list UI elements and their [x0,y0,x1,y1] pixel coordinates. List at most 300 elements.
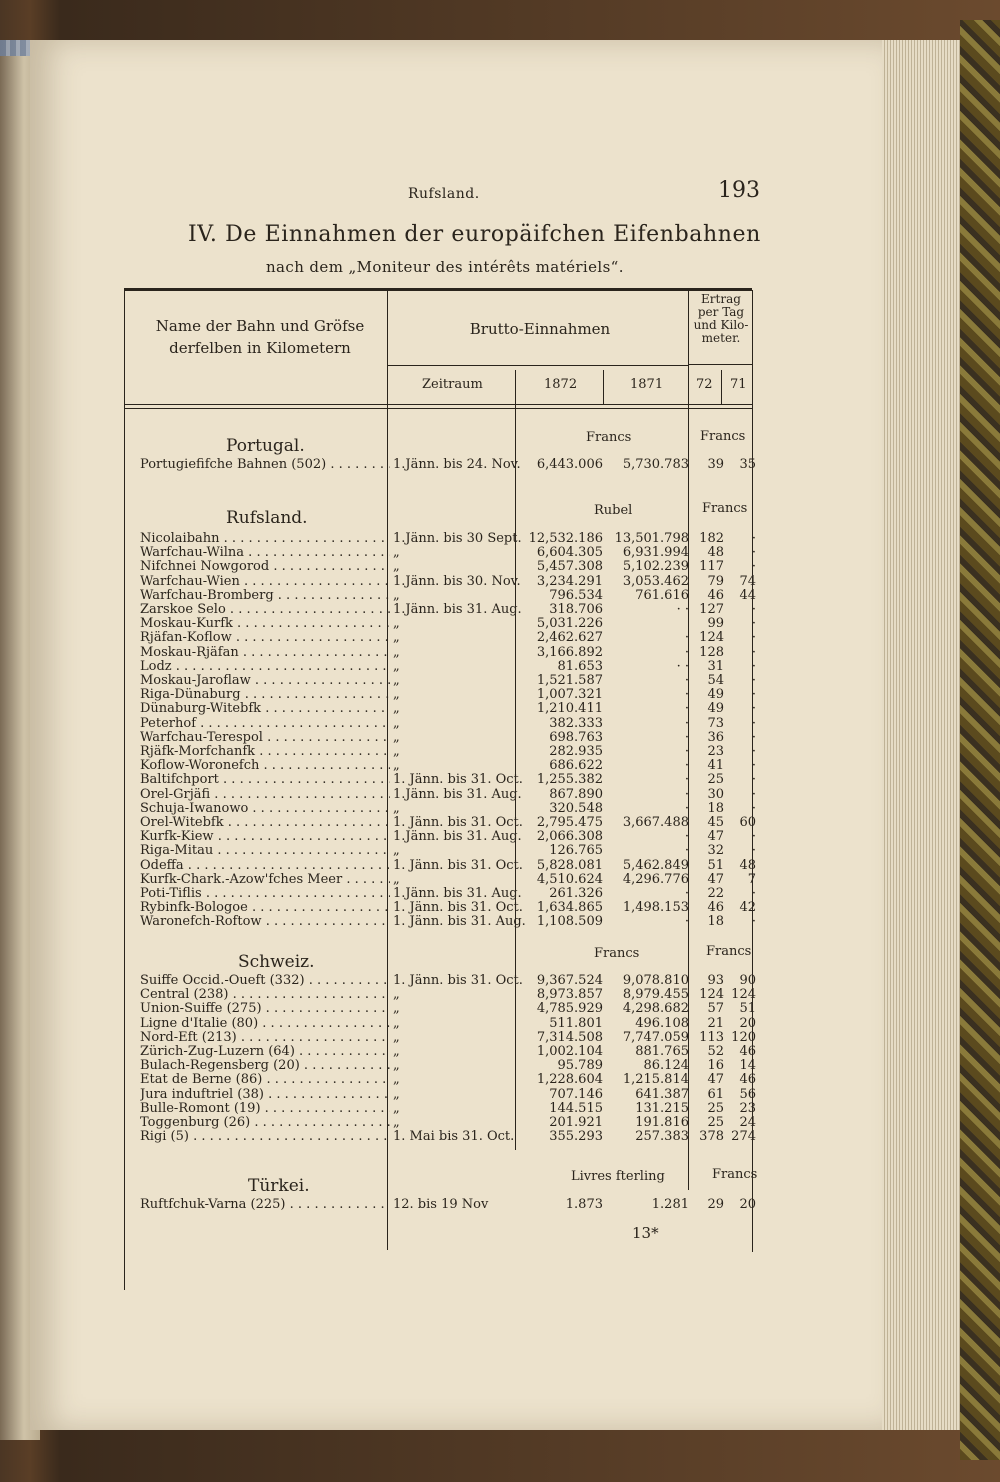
ertrag-rule [688,364,752,365]
cell-v1871: · [684,701,689,717]
cell-k71: · [751,559,756,575]
cell-period: „ [393,545,400,561]
cell-name: Warfchau-Wien . . . [140,575,390,589]
cell-k72: 182 [699,531,724,546]
cell-k71: · [751,545,756,561]
cell-k72: 29 [707,1197,724,1212]
cell-k71: 124 [731,987,756,1003]
table-row [0,844,820,858]
cell-k72: 30 [707,786,724,802]
cell-k71: 56 [739,1086,756,1102]
cell-v1871: · [684,829,689,845]
unit-brutto-russland: Rubel [594,503,633,518]
cell-period: „ [393,687,400,703]
section-title-russland: Rufsland. [226,508,308,528]
cell-v1871: · · [676,602,689,617]
cell-v1872: 1,228.604 [536,1072,603,1088]
cell-v1871: 257.383 [635,1129,689,1145]
header-1872: 1872 [544,377,578,392]
unit-brutto-tuerkei: Livres fterling [571,1169,665,1184]
cell-period: „ [393,1001,400,1017]
cell-v1872: 5,457.308 [536,559,603,575]
col-rule-years [603,370,604,404]
cell-v1871: · [684,843,689,859]
cell-v1871: 1,215.814 [622,1072,689,1088]
cell-name: Peterhof . . . [140,717,390,731]
cell-v1872: 3,166.892 [536,644,603,660]
table-row [0,560,820,574]
cell-name: Ruftfchuk-Varna (225) . . . [140,1198,390,1212]
cell-period: „ [393,1058,400,1074]
cell-period: 1.Jänn. bis 31. Aug. [393,829,522,845]
cell-v1871: 4,296.776 [622,871,689,887]
section-title-portugal: Portugal. [226,436,305,456]
cell-v1872: 81.653 [557,658,603,674]
cell-k71: · [751,630,756,646]
table-row [0,1073,820,1087]
cell-name: Bulle-Romont (19) . . . [140,1102,390,1116]
cell-k71: · [751,758,756,774]
cell-v1872: 2,066.308 [536,829,603,845]
cell-v1871: · [684,786,689,802]
cell-period: 1. Jänn. bis 31. Oct. [393,857,523,873]
cell-k71: · [751,786,756,802]
table-row [0,1017,820,1031]
cell-k72: 113 [699,1029,724,1045]
cell-k71: 20 [739,1015,756,1031]
cell-k71: · [751,843,756,859]
cell-period: „ [393,1115,400,1130]
cell-k72: 25 [707,1115,724,1130]
cell-k72: 47 [707,829,724,845]
cell-name: Moskau-Kurfk . . . [140,617,390,631]
cell-v1871: 3,667.488 [622,815,689,830]
cell-name: Rigi (5) . . . [140,1130,390,1144]
cell-name: Koflow-Woronefch . . . [140,759,390,773]
header-name-col: Name der Bahn und Gröfse derfelben in Kilometern [155,317,365,357]
cell-v1872: 6,604.305 [536,545,603,561]
table-header-rule [124,404,752,405]
cell-v1871: 761.616 [635,587,689,603]
cell-k72: 49 [707,701,724,717]
table-row [0,458,820,472]
table-row [0,974,820,988]
cell-period: „ [393,729,400,745]
header-brutto: Brutto-Einnahmen [469,320,611,338]
cell-k72: 57 [707,1001,724,1017]
cell-v1871: 881.765 [635,1044,689,1059]
cell-k71: · [751,658,756,674]
cell-k71: 46 [739,1044,756,1059]
cell-v1872: 318.706 [549,602,603,617]
cell-period: „ [393,987,400,1003]
cell-k72: 32 [707,843,724,859]
cell-v1871: 13,501.798 [614,531,689,546]
cell-k71: 274 [731,1129,756,1145]
cell-v1871: · [684,673,689,688]
cell-k72: 45 [707,815,724,830]
cell-k71: · [751,744,756,759]
cell-k72: 31 [707,658,724,674]
table-top-rule [124,288,752,291]
cell-v1871: · [684,772,689,788]
table-row [0,674,820,688]
table-row [0,1059,820,1073]
table-row [0,1198,820,1212]
cell-v1871: 3,053.462 [622,573,689,589]
cell-v1872: 1,108.509 [536,914,603,930]
cell-k72: 49 [707,687,724,703]
cell-v1871: · [684,630,689,646]
cell-k71: · [751,729,756,745]
cell-v1872: 1,255.382 [536,772,603,788]
cell-name: Odeffa . . . [140,859,390,873]
cell-k72: 47 [707,871,724,887]
table-row [0,617,820,631]
cell-v1872: 4,785.929 [536,1001,603,1017]
cell-k72: 378 [699,1129,724,1145]
cell-v1871: · [684,758,689,774]
cell-v1871: · [684,687,689,703]
cell-name: Moskau-Rjäfan . . . [140,646,390,660]
cell-k72: 79 [707,573,724,589]
table-row [0,830,820,844]
header-k72: 72 [696,377,713,392]
table-row [0,646,820,660]
cell-v1871: · [684,800,689,816]
table-row [0,802,820,816]
table-row [0,745,820,759]
table-row [0,631,820,645]
cell-k71: 51 [739,1001,756,1017]
cell-k71: · [751,616,756,632]
cell-name: Toggenburg (26) . . . [140,1116,390,1130]
cell-period: „ [393,559,400,575]
cell-v1871: · [684,715,689,731]
cell-v1872: 8,973.857 [536,987,603,1003]
cell-name: Orel-Grjäfi . . . [140,788,390,802]
cell-v1871: 5,462.849 [622,857,689,873]
cell-v1872: 282.935 [549,744,603,759]
cell-period: „ [393,1072,400,1088]
table-row [0,589,820,603]
cell-period: „ [393,800,400,816]
cell-v1872: 6,443.006 [536,457,603,472]
cell-name: Nord-Eft (213) . . . [140,1031,390,1045]
cell-v1872: 261.326 [549,886,603,901]
table-row [0,702,820,716]
cell-k72: 51 [707,857,724,873]
cell-k72: 22 [707,886,724,901]
table-row [0,1102,820,1116]
cell-v1872: 707.146 [549,1086,603,1102]
cell-name: Union-Suiffe (275) . . . [140,1002,390,1016]
table-row [0,988,820,1002]
cell-k71: 44 [739,587,756,603]
cell-v1872: 2,795.475 [536,815,603,830]
table-row [0,887,820,901]
cell-k72: 46 [707,587,724,603]
table-row [0,546,820,560]
cell-k72: 124 [699,987,724,1003]
cell-k71: · [751,531,756,546]
book-page [30,40,882,1430]
cell-k72: 124 [699,630,724,646]
cell-name: Warfchau-Wilna . . . [140,546,390,560]
cell-k72: 54 [707,673,724,688]
cell-k71: · [751,687,756,703]
unit-ertrag-tuerkei: Francs [712,1167,758,1182]
cell-v1872: 1.873 [565,1197,603,1212]
subheader-rule [388,365,688,366]
cell-k72: 117 [699,559,724,575]
cell-period: „ [393,1029,400,1045]
cell-k71: 48 [739,857,756,873]
cell-v1872: 2,462.627 [536,630,603,646]
table-row [0,873,820,887]
cell-k72: 25 [707,1100,724,1116]
cell-v1872: 9,367.524 [536,973,603,988]
cell-period: „ [393,630,400,646]
cell-v1871: 8,979.455 [622,987,689,1003]
cell-k72: 39 [707,457,724,472]
cell-period: 1.Jänn. bis 24. Nov. [393,457,521,472]
cell-name: Jura induftriel (38) . . . [140,1088,390,1102]
cell-name: Moskau-Jaroflaw . . . [140,674,390,688]
header-ertrag: Ertrag per Tag und Kilo- meter. [693,292,749,345]
table-row [0,773,820,787]
cell-k71: 42 [739,900,756,916]
cell-k71: 60 [739,815,756,830]
cell-k71: · [751,715,756,731]
table-row [0,788,820,802]
cell-k72: 46 [707,900,724,916]
cell-k72: 41 [707,758,724,774]
cell-k71: · [751,914,756,930]
cell-k72: 23 [707,744,724,759]
cell-v1872: 4,510.624 [536,871,603,887]
cell-name: Kurfk-Kiew . . . [140,830,390,844]
page-title: IV. De Einnahmen der europäifchen Eifenbahnen [188,222,761,247]
running-head: Rufsland. [408,186,480,202]
cell-k71: · [751,701,756,717]
cell-k72: 18 [707,914,724,930]
cell-k71: · [751,886,756,901]
cell-name: Rybinfk-Bologoe . . . [140,901,390,915]
cell-period: „ [393,715,400,731]
rows-portugal [0,458,820,478]
cell-period: „ [393,1015,400,1031]
table-row [0,532,820,546]
page-number: 193 [718,178,760,203]
cell-name: Zarskoe Selo . . . [140,603,390,617]
cell-name: Waronefch-Roftow . . . [140,915,390,929]
cell-v1872: 5,828.081 [536,857,603,873]
cell-v1872: 1,007.321 [536,687,603,703]
cell-name: Warfchau-Terespol . . . [140,731,390,745]
cell-k71: · [751,800,756,816]
unit-ertrag-russland: Francs [702,501,748,516]
cell-period: „ [393,644,400,660]
cell-period: 1. Jänn. bis 31. Oct. [393,973,523,988]
cell-k72: 21 [707,1015,724,1031]
table-row [0,688,820,702]
cell-period: „ [393,587,400,603]
cell-name: Suiffe Occid.-Oueft (332) . . . [140,974,390,988]
col-rule-ertrag [721,370,722,404]
cell-v1872: 382.333 [549,715,603,731]
rows-schweiz [0,974,820,1154]
cell-v1872: 796.534 [549,587,603,603]
cell-k72: 36 [707,729,724,745]
cell-v1871: 86.124 [643,1058,689,1074]
cell-name: Rjäfan-Koflow . . . [140,631,390,645]
cell-k72: 73 [707,715,724,731]
cell-name: État de Berne (86) . . . [140,1073,390,1087]
cell-period: 1. Jänn. bis 31. Aug. [393,914,526,930]
cell-period: 1.Jänn. bis 31. Aug. [393,602,522,617]
cell-k72: 16 [707,1058,724,1074]
cell-name: Central (238) . . . [140,988,390,1002]
cell-v1871: 5,102.239 [622,559,689,575]
cell-name: Nicolaibahn . . . [140,532,390,546]
cell-v1871: · · [676,658,689,674]
table-row [0,1116,820,1130]
cell-v1872: 867.890 [549,786,603,802]
cell-name: Zürich-Zug-Luzern (64) . . . [140,1045,390,1059]
cell-v1871: 1,498.153 [622,900,689,916]
cell-v1872: 12,532.186 [528,531,603,546]
cell-v1872: 126.765 [549,843,603,859]
cell-v1871: 6,931.994 [622,545,689,561]
cell-name: Baltifchport . . . [140,773,390,787]
cell-period: „ [393,1044,400,1059]
table-row [0,1031,820,1045]
cell-period: „ [393,871,400,887]
cell-k72: 127 [699,602,724,617]
cell-period: „ [393,1100,400,1116]
cell-k71: 23 [739,1100,756,1116]
cell-v1871: 191.816 [635,1115,689,1130]
cell-v1872: 1,002.104 [536,1044,603,1059]
cell-v1871: 496.108 [635,1015,689,1031]
cell-v1871: 4,298.682 [622,1001,689,1017]
signature-mark: 13* [632,1224,659,1242]
cell-v1871: 131.215 [635,1100,689,1116]
marbled-cover [960,20,1000,1460]
cell-name: Lodz . . . [140,660,390,674]
rows-tuerkei [0,1198,820,1218]
cell-name: Ligne d'Italie (80) . . . [140,1017,390,1031]
unit-ertrag-schweiz: Francs [706,944,752,959]
cell-period: „ [393,658,400,674]
cell-v1872: 355.293 [549,1129,603,1145]
cell-k71: 14 [739,1058,756,1074]
cell-v1871: · [684,744,689,759]
table-row [0,575,820,589]
cell-k71: 120 [731,1029,756,1045]
cell-name: Dünaburg-Witebfk . . . [140,702,390,716]
cell-k72: 93 [707,973,724,988]
cell-v1872: 1,521.587 [536,673,603,688]
cell-period: „ [393,616,400,632]
cell-v1872: 698.763 [549,729,603,745]
cell-name: Portugiefifche Bahnen (502) . . . [140,458,390,472]
rows-russland [0,532,820,932]
cell-name: Warfchau-Bromberg . . . [140,589,390,603]
cell-name: Orel-Witebfk . . . [140,816,390,830]
table-row [0,901,820,915]
cell-k72: 128 [699,644,724,660]
cell-k71: 46 [739,1072,756,1088]
table-row [0,1002,820,1016]
cell-name: Rjäfk-Morfchanfk . . . [140,745,390,759]
cell-v1872: 1,634.865 [536,900,603,916]
table-row [0,731,820,745]
cell-name: Kurfk-Chark.-Azow'fches Meer . . . [140,873,390,887]
cell-period: „ [393,758,400,774]
header-zeitraum: Zeitraum [422,377,483,392]
cell-v1871: 641.387 [635,1086,689,1102]
cell-period: „ [393,1086,400,1102]
cell-v1872: 511.801 [549,1015,603,1031]
table-header-rule-2 [124,408,752,409]
cell-period: 1. Jänn. bis 31. Oct. [393,772,523,788]
cell-k72: 99 [707,616,724,632]
table-row [0,859,820,873]
cell-name: Riga-Mitau . . . [140,844,390,858]
cell-k71: 24 [739,1115,756,1130]
unit-ertrag-portugal: Francs [700,429,746,444]
table-row [0,1045,820,1059]
cell-period: 1. Mai bis 31. Oct. [393,1129,515,1145]
cell-period: 1.Jänn. bis 30. Nov. [393,573,521,589]
table-row [0,717,820,731]
cell-k72: 61 [707,1086,724,1102]
cell-v1872: 686.622 [549,758,603,774]
cell-v1872: 144.515 [549,1100,603,1116]
page-edges [876,40,960,1430]
header-k71: 71 [730,377,747,392]
cell-period: „ [393,673,400,688]
cell-v1872: 7,314.508 [536,1029,603,1045]
cell-k71: 20 [739,1197,756,1212]
table-row [0,603,820,617]
cell-k71: · [751,772,756,788]
cell-v1872: 3,234.291 [536,573,603,589]
cell-k71: 35 [739,457,756,472]
table-row [0,1130,820,1144]
section-title-schweiz: Schweiz. [238,952,315,972]
header-1871: 1871 [630,377,664,392]
cell-period: 1. Jänn. bis 31. Oct. [393,900,523,916]
cell-k72: 52 [707,1044,724,1059]
cell-v1872: 201.921 [549,1115,603,1130]
cell-name: Nifchnei Nowgorod . . . [140,560,390,574]
cell-period: 1.Jänn. bis 30 Sept. [393,531,522,546]
cell-v1871: · [684,886,689,901]
cell-name: Bulach-Regensberg (20) . . . [140,1059,390,1073]
cell-v1872: 5,031.226 [536,616,603,632]
cell-k72: 48 [707,545,724,561]
table-row [0,915,820,929]
cell-k71: · [751,602,756,617]
cell-period: „ [393,701,400,717]
cell-k71: 90 [739,973,756,988]
cell-v1871: · [684,644,689,660]
cell-v1872: 1,210.411 [536,701,603,717]
cell-period: 1.Jänn. bis 31. Aug. [393,886,522,901]
